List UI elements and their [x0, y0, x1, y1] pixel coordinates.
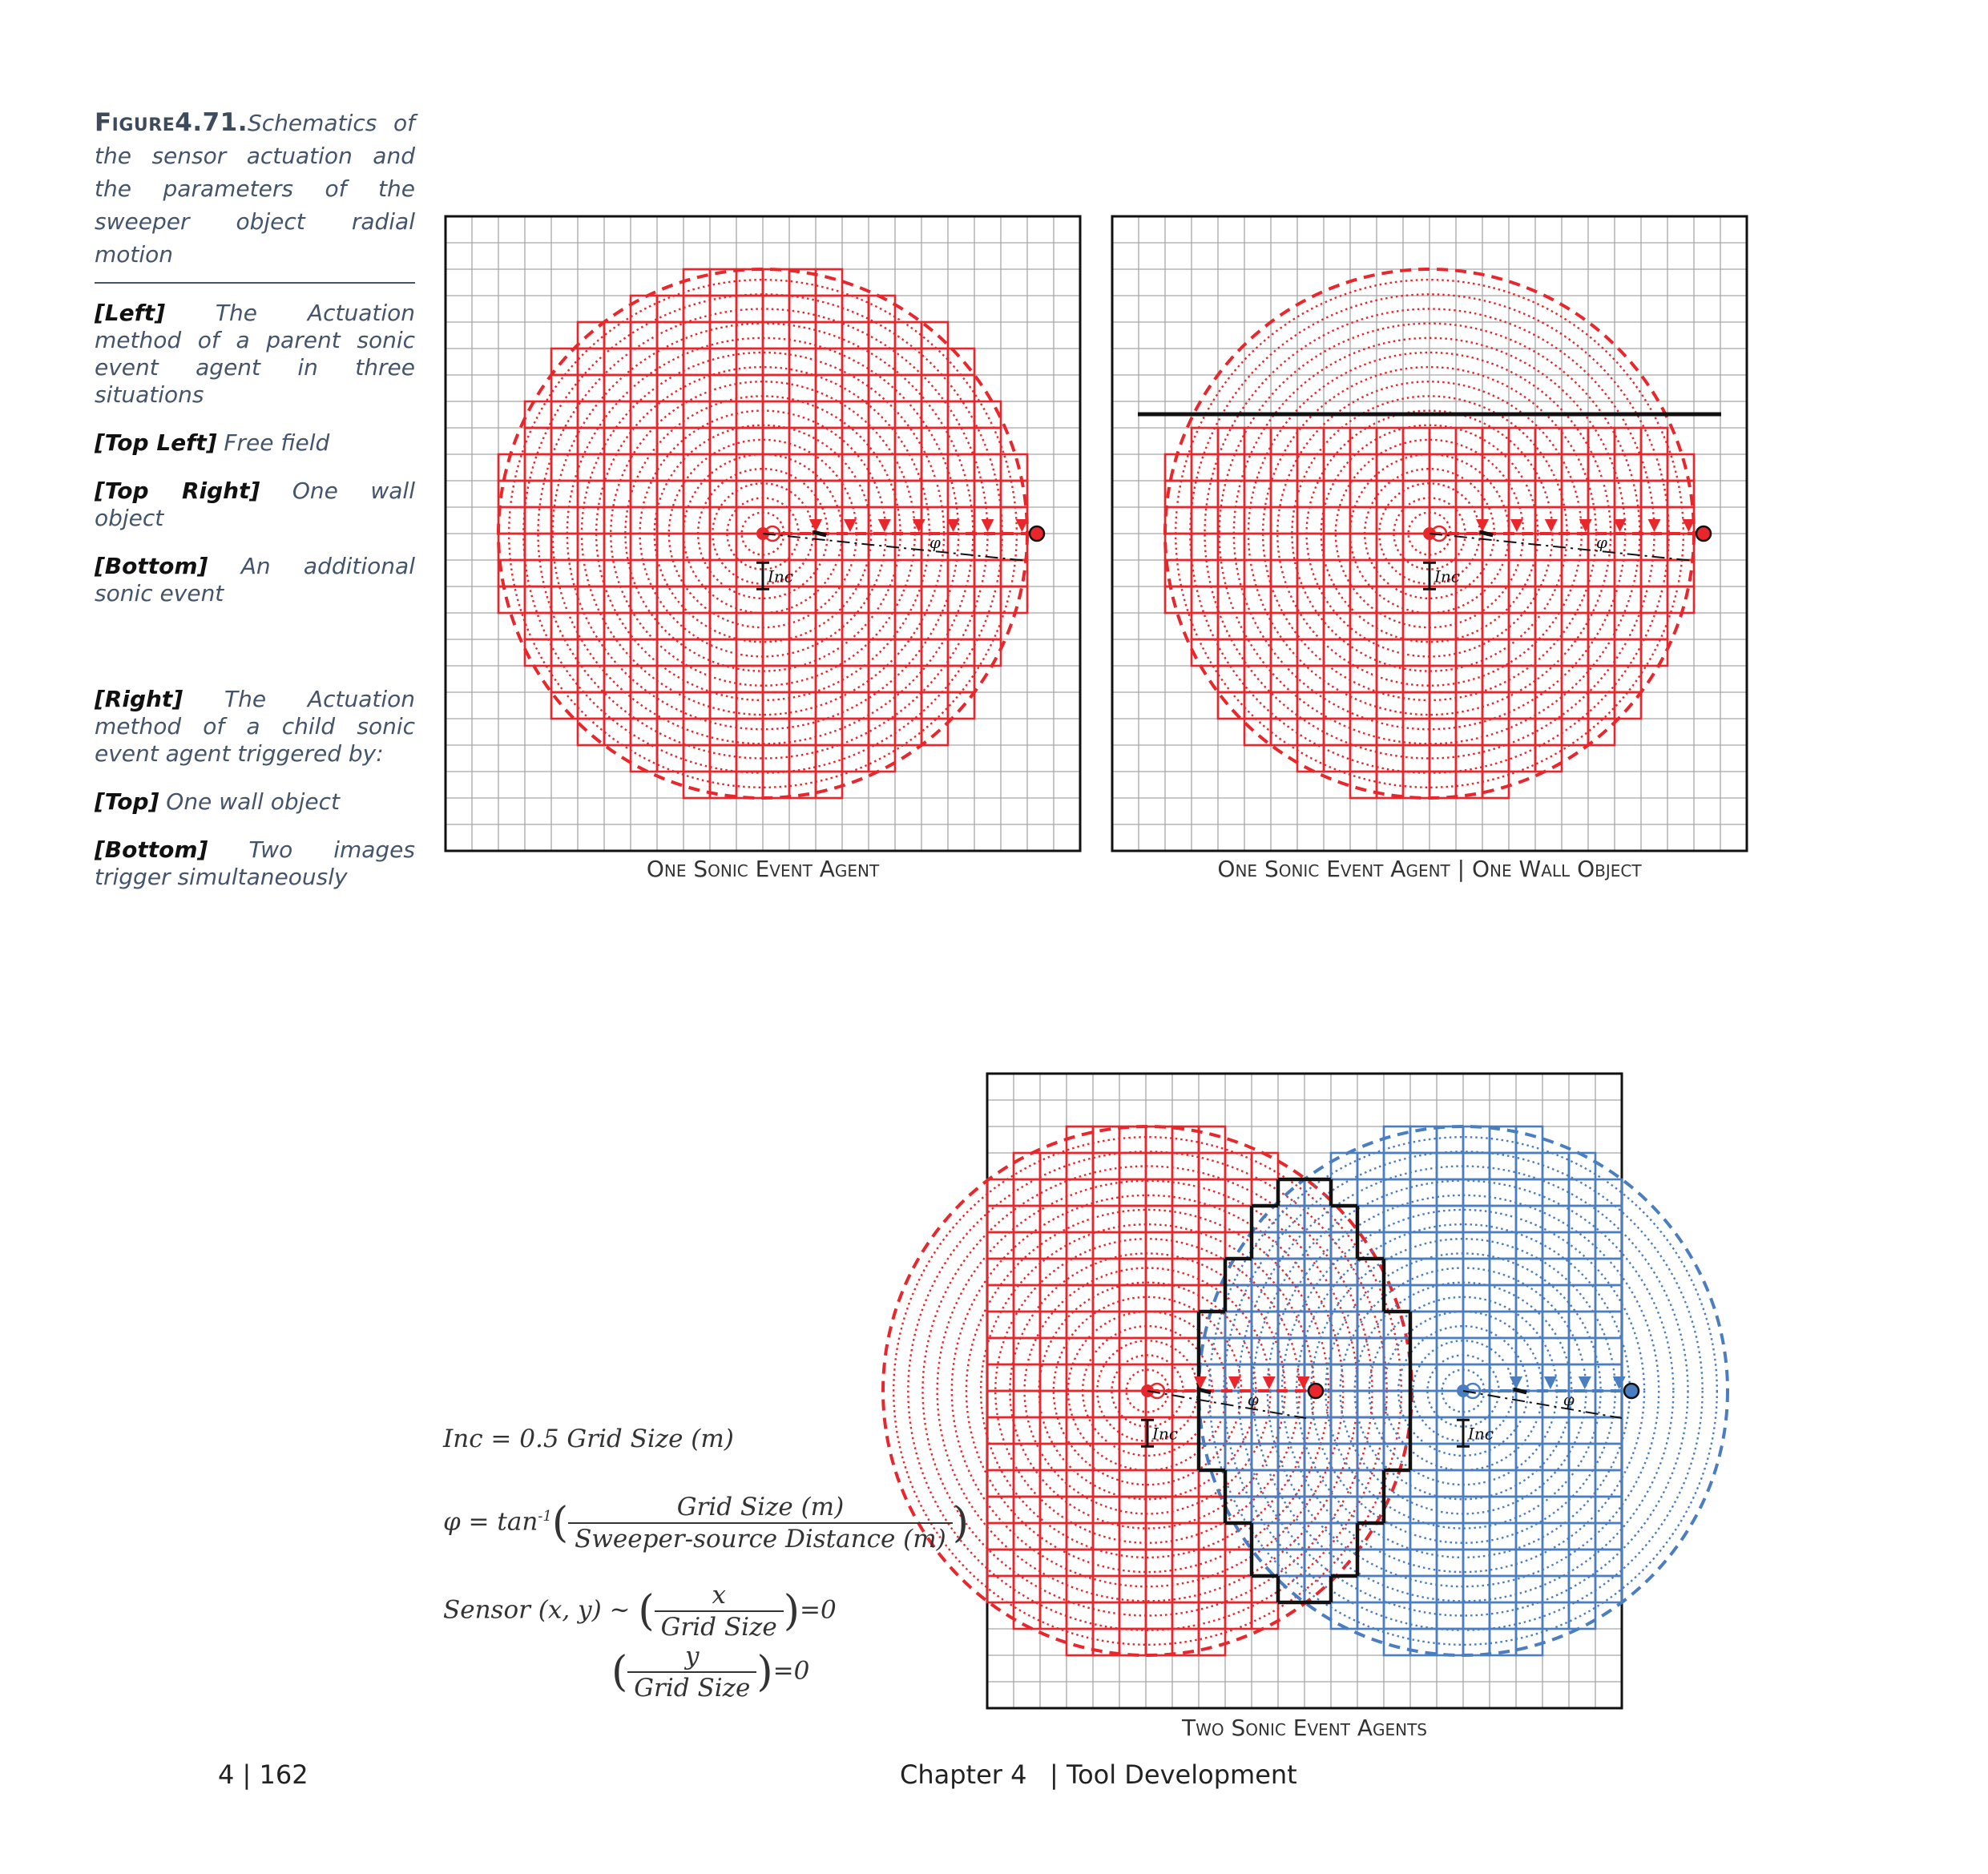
- sweep-arrow: [1510, 1376, 1522, 1389]
- blue-sweeper: [1457, 1376, 1639, 1446]
- note-bottom: [Bottom] An additional sonic event: [95, 553, 415, 607]
- panel-label-top-right: One Sonic Event Agent | One Wall Object: [1217, 856, 1642, 882]
- panel-label-top-left: One Sonic Event Agent: [646, 856, 880, 882]
- note-top-left: [Top Left] Free field: [95, 429, 330, 456]
- note-top-right: [Top Right] One wall object: [95, 478, 415, 531]
- sweep-arrow: [1194, 1376, 1207, 1389]
- phi-label: φ: [929, 533, 941, 552]
- caption-divider: [95, 282, 415, 284]
- inc-label: Inc: [1434, 566, 1460, 586]
- sweeper-dot: [1309, 1384, 1323, 1398]
- note-left: [Left] The Actuation method of a parent sonic event agent in three situations: [95, 300, 415, 408]
- sweep-arrow: [844, 519, 857, 532]
- equation-sensor-y: ( $\frac{y}{\text{Grid Size}}$ )=0: [611, 1642, 810, 1703]
- panel-two-sonic-event-agents: [987, 1074, 1622, 1708]
- red-sweeper: [1141, 1376, 1323, 1446]
- note-bottom-2: [Bottom] Two images trigger simultaneously: [95, 836, 415, 890]
- sweep-arrow: [1476, 519, 1489, 532]
- equation-inc: Inc = 0.5 Grid Size (m): [443, 1425, 734, 1453]
- figure-sidebar: [95, 107, 415, 912]
- sweep-arrow: [1510, 519, 1523, 532]
- sweeper-dot: [1696, 526, 1711, 541]
- sweep-arrow: [1263, 1376, 1276, 1389]
- section-label: | Tool Development: [1050, 1759, 1297, 1790]
- sweep-arrow: [1544, 1376, 1557, 1389]
- sweep-arrow: [982, 519, 994, 532]
- sweeper-dot: [1030, 526, 1044, 541]
- equation-phi: $\varphi = \tan^{-1}$( $\frac{\text{Grid Size (m)}}{\text{Sweeper-source Distance (m)}}$ ): [443, 1493, 970, 1554]
- sweep-arrow: [1297, 1376, 1310, 1389]
- sweeper-dot: [1624, 1384, 1639, 1398]
- note-right: [Right] The Actuation method of a child sonic event agent triggered by:: [95, 686, 415, 767]
- sweep-arrow: [1579, 519, 1592, 532]
- panel-one-wall-object: [1112, 216, 1747, 851]
- sweep-arrow: [1613, 1376, 1626, 1389]
- inc-label: Inc: [1152, 1424, 1178, 1444]
- panel-label-bottom: Two Sonic Event Agents: [1181, 1715, 1427, 1741]
- phi-label: φ: [1563, 1390, 1575, 1409]
- figure-title: Schematics of the sensor actuation and the parameters of the sweeper object radial motion: [95, 110, 415, 268]
- figure-caption: [95, 107, 415, 271]
- page-number: 4 | 162: [218, 1759, 308, 1790]
- inc-label: Inc: [1468, 1424, 1494, 1444]
- sweep-arrow: [1648, 519, 1661, 532]
- sweep-arrow: [1545, 519, 1558, 532]
- sweep-arrow: [809, 519, 822, 532]
- sweep-arrow: [878, 519, 891, 532]
- chapter-label: Chapter 4: [900, 1759, 1027, 1790]
- panel-one-sonic-event-agent: [446, 216, 1080, 851]
- sweep-arrow: [913, 519, 925, 532]
- phi-label: φ: [1247, 1390, 1259, 1409]
- inc-label: Inc: [768, 566, 793, 586]
- figure-label: Figure4.71.: [95, 108, 248, 137]
- equation-sensor-x: Sensor (x, y) ~ ( $\frac{x}{\text{Grid Size}}$ )=0: [443, 1581, 837, 1642]
- sweep-arrow: [1579, 1376, 1591, 1389]
- phi-label: φ: [1595, 533, 1607, 552]
- note-top: [Top] One wall object: [95, 788, 340, 815]
